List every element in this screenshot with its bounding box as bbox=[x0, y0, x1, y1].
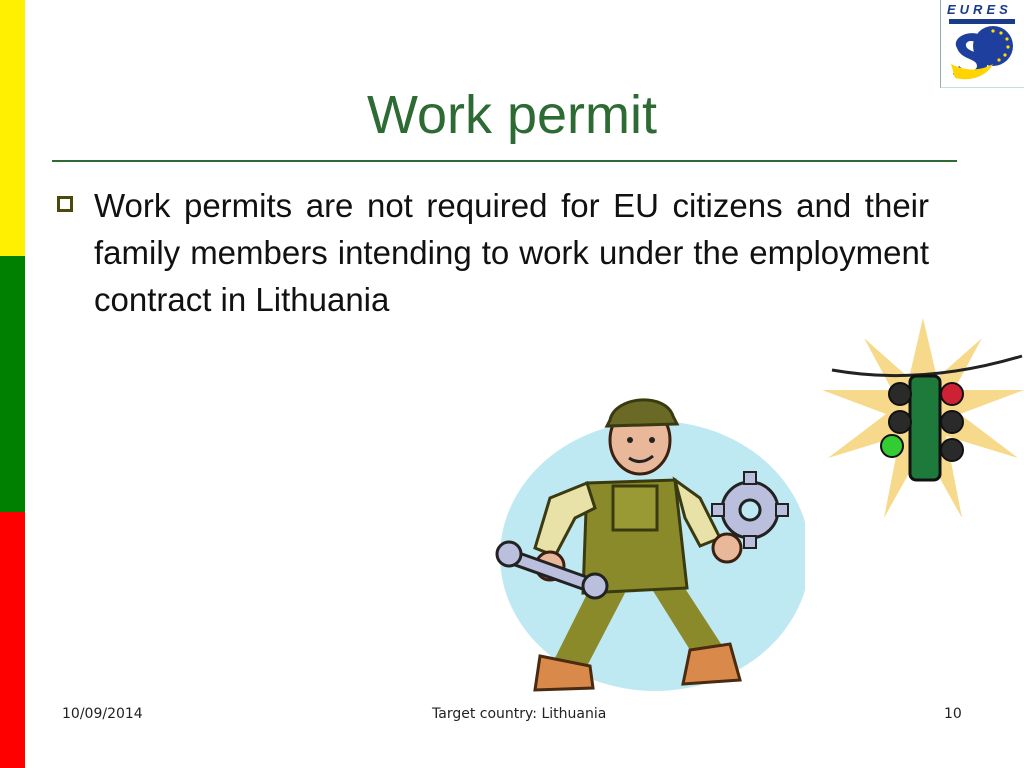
eures-logo bbox=[940, 0, 1024, 88]
footer-center-text: Target country: Lithuania bbox=[432, 706, 607, 722]
square-bullet-icon bbox=[57, 196, 73, 212]
flag-stripe-green bbox=[0, 256, 25, 512]
slide-title: Work permit bbox=[366, 85, 658, 145]
eures-logo-text: EURES bbox=[947, 2, 1012, 17]
worker-with-tools-image bbox=[495, 388, 805, 696]
flag-stripe-red bbox=[0, 512, 25, 768]
traffic-light-image bbox=[822, 318, 1024, 518]
bullet-text: Work permits are not required for EU citizens and their family members intending to work under the employment contract in Lithuania bbox=[94, 187, 929, 318]
eures-emblem-icon bbox=[947, 24, 1019, 84]
page-number: 10 bbox=[944, 706, 962, 722]
title-divider bbox=[52, 160, 957, 162]
footer-date: 10/09/2014 bbox=[62, 706, 143, 722]
